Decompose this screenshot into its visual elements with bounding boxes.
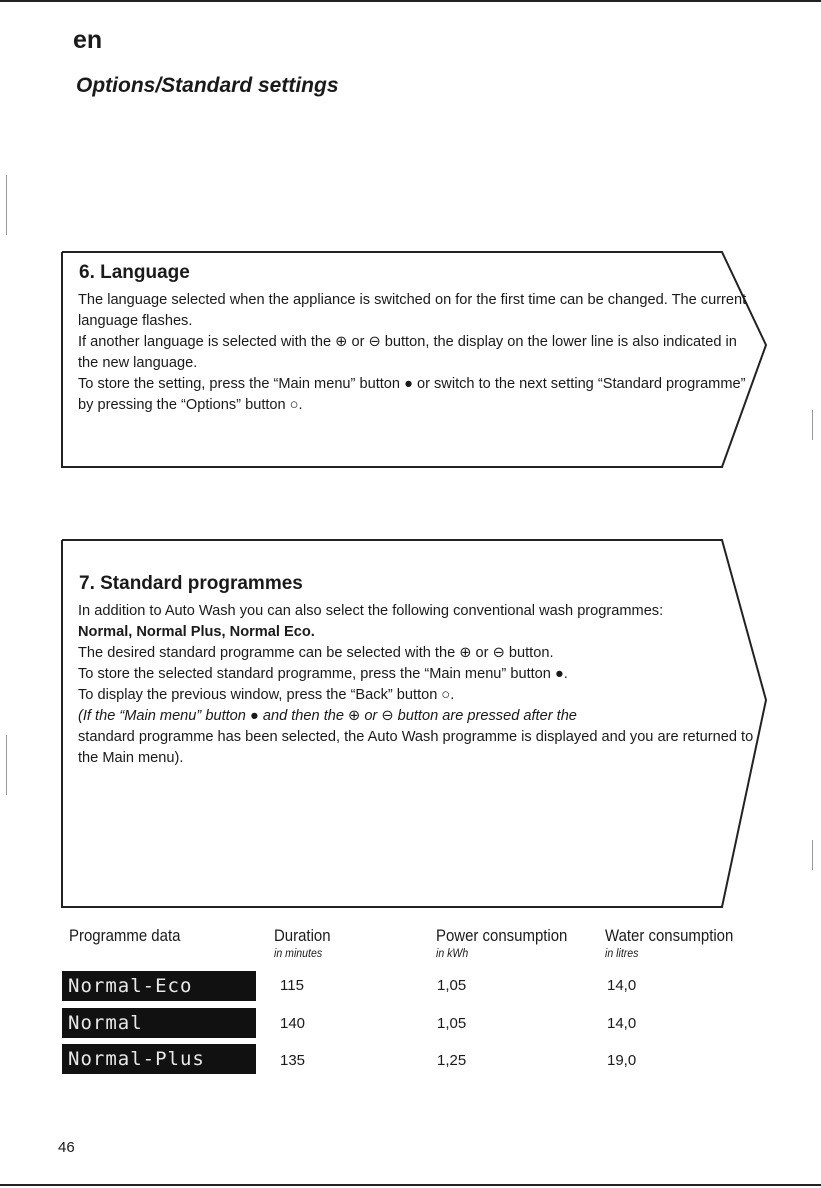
duration-column-header: Duration in minutes [274, 926, 331, 960]
language-paragraph: To store the setting, press the “Main menu” button ● or switch to the next setting “Standard programme” by pressing the “Options” button ○. [78, 376, 746, 413]
duration-value: 115 [280, 977, 304, 994]
power-column-header: Power consumption in kWh [436, 926, 568, 960]
programme-display-label: Normal-Plus [62, 1044, 256, 1074]
water-value: 14,0 [607, 977, 637, 994]
duration-value: 135 [280, 1052, 306, 1069]
store-instruction: To store the selected standard programme, press the “Main menu” button ●. [78, 666, 568, 682]
intro-text: In addition to Auto Wash you can also select the following conventional wash programmes: [78, 603, 664, 619]
page-number: 46 [58, 1139, 75, 1156]
page-title: Options/Standard settings [76, 74, 339, 97]
standard-programmes-body [78, 601, 760, 769]
programme-column-header: Programme data [69, 926, 181, 945]
duration-value: 140 [280, 1015, 306, 1032]
language-heading: 6. Language [79, 262, 190, 283]
water-value: 14,0 [607, 1015, 637, 1032]
language-code: en [73, 26, 103, 54]
programme-display-label: Normal [62, 1008, 256, 1038]
note-continuation: standard programme has been selected, the Auto Wash programme is displayed and you are returned to the Main menu). [78, 729, 754, 766]
programme-list: Normal, Normal Plus, Normal Eco. [78, 624, 315, 640]
power-value: 1,05 [437, 977, 467, 994]
water-value: 19,0 [607, 1052, 637, 1069]
language-paragraph: If another language is selected with the ⊕ or ⊖ button, the display on the lower line is also indicated in the new language. [78, 334, 737, 371]
note-text: (If the “Main menu” button ● and then the ⊕ or ⊖ button are pressed after the [78, 708, 577, 724]
standard-programmes-heading: 7. Standard programmes [79, 573, 303, 594]
back-instruction: To display the previous window, press the “Back” button ○. [78, 687, 455, 703]
programme-display-label: Normal-Eco [62, 971, 256, 1001]
power-value: 1,25 [437, 1052, 467, 1069]
bottom-rule [0, 1184, 821, 1186]
water-column-header: Water consumption in litres [605, 926, 734, 960]
power-value: 1,05 [437, 1015, 467, 1032]
language-paragraph: The language selected when the appliance is switched on for the first time can be changed. The current language flashes. [78, 292, 747, 329]
select-instruction: The desired standard programme can be selected with the ⊕ or ⊖ button. [78, 645, 554, 661]
